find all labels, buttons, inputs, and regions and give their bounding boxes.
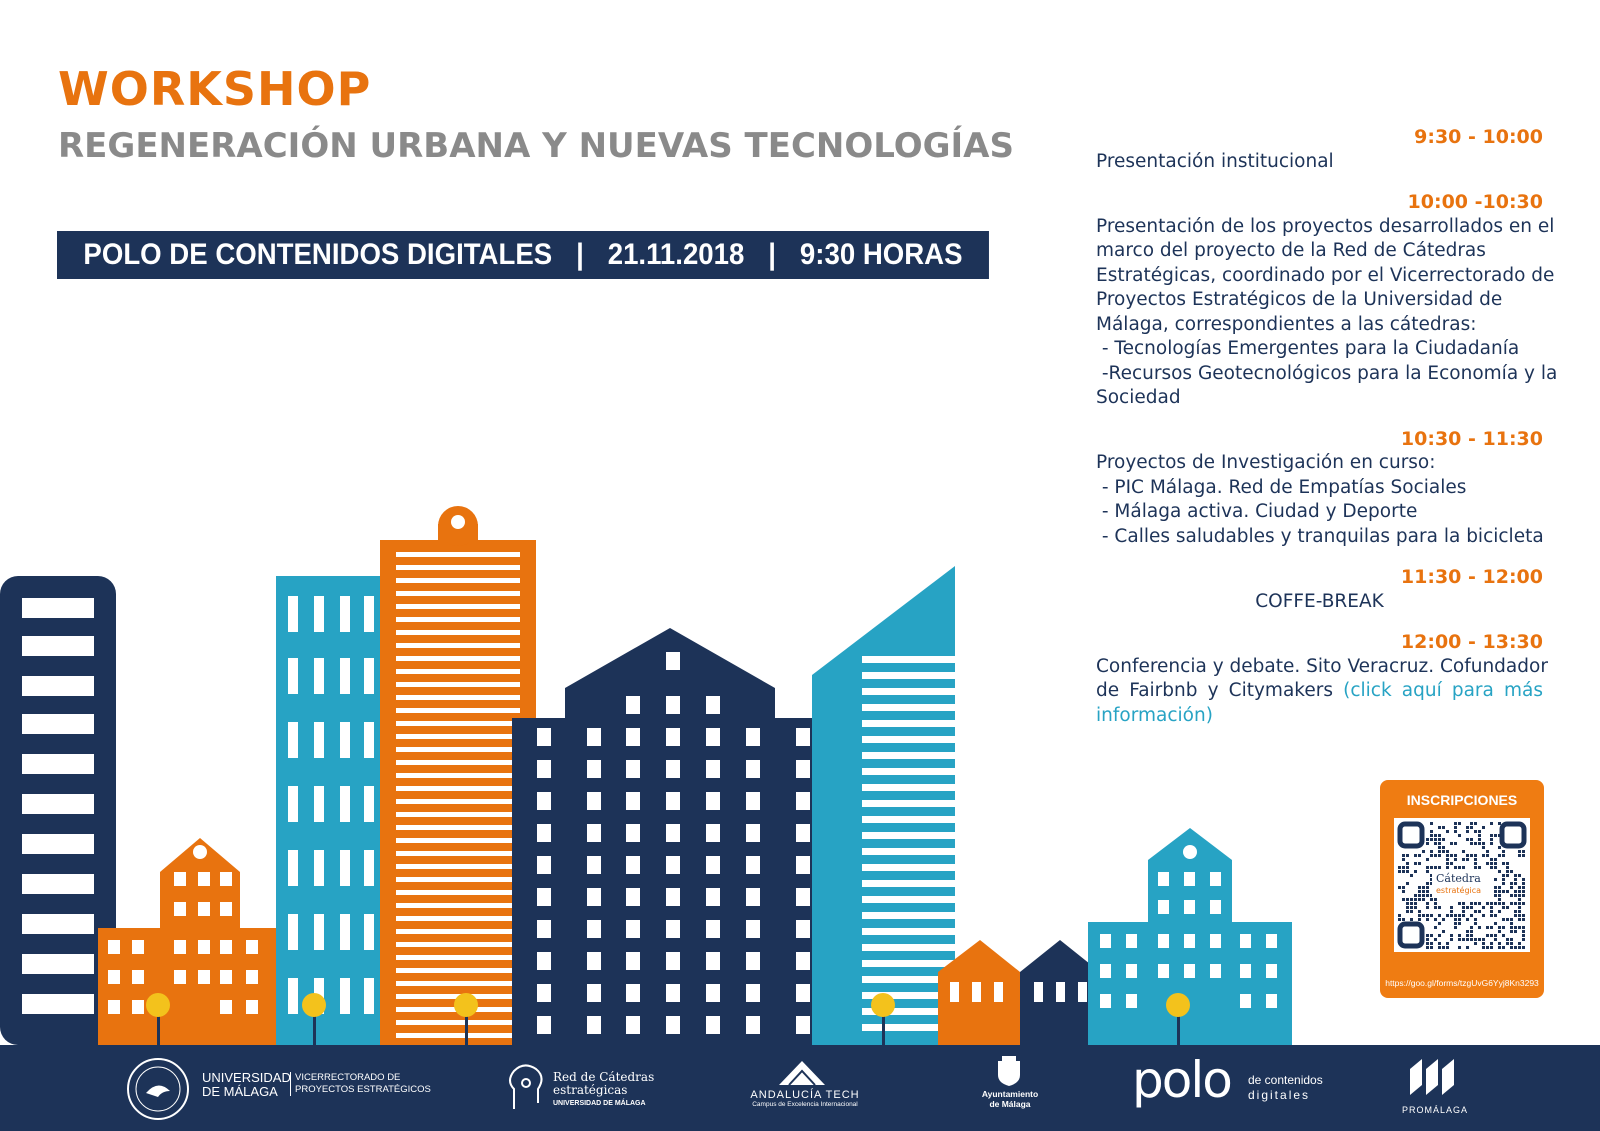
schedule-time: 10:00 -10:30 <box>1407 191 1543 213</box>
schedule-description <box>1096 590 1543 615</box>
date-label: 21.11.2018 <box>607 238 745 271</box>
schedule-line: Proyectos Estratégicos de la Universidad de <box>1096 289 1503 310</box>
uma-name-1: UNIVERSIDAD <box>202 1070 291 1085</box>
schedule <box>1096 125 1558 728</box>
venue-label: POLO DE CONTENIDOS DIGITALES <box>83 238 553 271</box>
ayuntamiento-2: de Málaga <box>989 1099 1031 1109</box>
qr-center-label-1: Cátedra <box>1436 872 1481 885</box>
polo-tagline-2: digitales <box>1248 1088 1311 1102</box>
schedule-description <box>1096 655 1548 729</box>
schedule-line: Conferencia y debate. Sito Veracruz. Cofundador <box>1096 655 1548 677</box>
registration-title: INSCRIPCIONES <box>1406 792 1518 808</box>
qr-center-label-2: estratégica <box>1436 886 1482 895</box>
schedule-time: 10:30 - 11:30 <box>1400 427 1543 450</box>
schedule-line: Proyectos de Investigación en curso: <box>1096 452 1436 473</box>
ayuntamiento-shield-icon <box>996 1055 1022 1087</box>
andalucia-tech-2: Campus de Excelencia Internacional <box>752 1101 858 1108</box>
more-info-link[interactable]: (click aquí para más información) <box>1096 680 1543 726</box>
schedule-line: -Recursos Geotecnológicos para la Economía y la <box>1096 362 1558 384</box>
schedule-line: Presentación institucional <box>1096 150 1334 172</box>
polo-logo: polo <box>1132 1051 1231 1109</box>
promalaga-label: PROMÁLAGA <box>1401 1105 1468 1115</box>
separator: | <box>576 238 584 271</box>
time-label: 9:30 HORAS <box>799 238 963 271</box>
uma-seal-icon <box>126 1057 190 1121</box>
schedule-description <box>1096 150 1543 175</box>
separator: | <box>768 238 777 271</box>
registration-url[interactable]: https://goo.gl/forms/tzgUvG6Yyj8Kn3293 <box>1385 978 1539 988</box>
registration-panel[interactable] <box>1380 780 1544 998</box>
schedule-time: 11:30 - 12:00 <box>1400 566 1543 588</box>
schedule-line: de Fairbnb y Citymakers <box>1096 680 1333 701</box>
event-banner <box>57 231 989 279</box>
schedule-line: - Málaga activa. Ciudad y Deporte <box>1096 501 1418 522</box>
uma-name-2: DE MÁLAGA <box>202 1084 278 1099</box>
schedule-time: 9:30 - 10:00 <box>1414 126 1543 148</box>
schedule-line: Estratégicas, coordinado por el Vicerrectorado de <box>1096 264 1555 286</box>
page-subtitle: REGENERACIÓN URBANA Y NUEVAS TECNOLOGÍAS <box>58 126 1014 166</box>
vicerrectorado-2: PROYECTOS ESTRATÉGICOS <box>295 1084 431 1095</box>
schedule-line: Presentación de los proyectos desarrollados en el <box>1096 215 1555 237</box>
polo-tagline-1: de contenidos <box>1248 1073 1323 1087</box>
schedule-description <box>1096 451 1543 549</box>
schedule-line: Málaga, correspondientes a las cátedras: <box>1096 313 1477 335</box>
schedule-line: COFFE-BREAK <box>1255 590 1384 612</box>
andalucia-tech-icon <box>775 1055 829 1089</box>
ayuntamiento-1: Ayuntamiento <box>981 1089 1039 1099</box>
andalucia-tech-1: ANDALUCÍA TECH <box>750 1089 860 1101</box>
red-catedras-1: Red de Cátedras <box>553 1070 655 1084</box>
schedule-line: Sociedad <box>1096 387 1181 408</box>
schedule-description <box>1096 215 1558 411</box>
red-catedras-2: estratégicas <box>553 1083 628 1097</box>
red-catedras-icon <box>504 1059 550 1115</box>
page-title: WORKSHOP <box>58 62 372 116</box>
footer-logo-bar <box>0 1045 1600 1131</box>
vicerrectorado-1: VICERRECTORADO DE <box>295 1072 401 1083</box>
red-catedras-3: UNIVERSIDAD DE MÁLAGA <box>553 1100 646 1107</box>
schedule-line: - Tecnologías Emergentes para la Ciudadanía <box>1096 338 1520 359</box>
schedule-line: marco del proyecto de la Red de Cátedras <box>1096 240 1486 261</box>
schedule-line: - PIC Málaga. Red de Empatías Sociales <box>1096 476 1467 498</box>
schedule-time: 12:00 - 13:30 <box>1400 631 1543 653</box>
promalaga-icon <box>1406 1057 1462 1097</box>
qr-code[interactable] <box>1394 818 1530 952</box>
schedule-line: - Calles saludables y tranquilas para la bicicleta <box>1096 525 1544 547</box>
